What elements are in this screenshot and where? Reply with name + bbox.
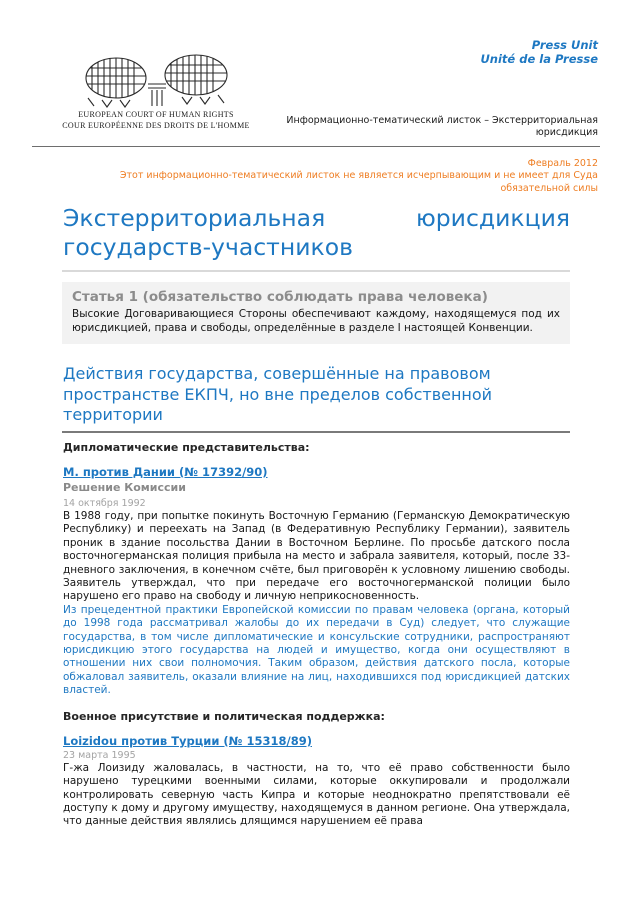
logo-caption-fr: COUR EUROPÉENNE DES DROITS DE L'HOMME xyxy=(62,120,250,130)
press-unit-line-en: Press Unit xyxy=(531,38,598,52)
case-facts-denmark: В 1988 году, при попытке покинуть Восточную Германию (Германскую Демократическую Республику) и переехать на Запад (в Федеративную Республику Германии), заявитель проник в здание посольства Дании в Восточном Берлине. По просьбе датского посла восточногерманская полиция прибыла на место и забрала заявителя, который, после 33-дневного заключения, в конечном счёте, был приговорён к условному лишению свободы. Заявитель утверждал, что при передаче его восточногерманской полиции было нарушено его право на свободу и личную неприкосновенность. xyxy=(63,510,570,603)
logo-caption-en: EUROPEAN COURT OF HUMAN RIGHTS xyxy=(78,110,234,119)
echr-building-icon xyxy=(54,54,258,110)
title-divider xyxy=(62,270,570,272)
case-content xyxy=(63,441,570,829)
category-heading-diplomatic: Дипломатические представительства: xyxy=(63,441,310,454)
decision-type-label: Решение Комиссии xyxy=(63,481,186,494)
case-commentary-denmark: Из прецедентной практики Европейской комиссии по правам человека (органа, который до 1998 года рассматривал жалобы до их передачи в Суд) следует, что служащие государства, в том числе дипломатические и консульские сотрудники, распространяют юрисдикцию этого государства на людей и имущество, когда они осуществляют в отношении них свои полномочия. Таким образом, действия датского посла, которые обжаловал заявитель, оказали влияние на лиц, находившихся под юрисдикцией датских властей. xyxy=(63,603,570,697)
case-link-loizidou[interactable]: Loizidou против Турции (№ 15318/89) xyxy=(63,733,312,748)
case-date-denmark: 14 октября 1992 xyxy=(63,498,146,509)
issue-date: Февраль 2012 xyxy=(527,158,598,169)
section-heading: Действия государства, совершённые на правовом пространстве ЕКПЧ, но вне пределов собственной территории xyxy=(63,364,493,424)
article-box-heading: Статья 1 (обязательство соблюдать права человека) xyxy=(72,289,488,305)
case-link-m-v-denmark[interactable]: М. против Дании (№ 17392/90) xyxy=(63,465,268,479)
category-heading-military: Военное присутствие и политическая поддержка: xyxy=(63,709,385,723)
echr-logo xyxy=(54,54,258,131)
press-unit-line-fr: Unité de la Presse xyxy=(480,52,598,66)
header-divider xyxy=(32,146,600,147)
case-date-loizidou: 23 марта 1995 xyxy=(63,749,136,761)
section-divider xyxy=(62,431,570,433)
page-title: Экстерриториальная юрисдикция государств-участников xyxy=(63,204,570,261)
article-quote-box xyxy=(62,282,570,344)
spacer xyxy=(63,698,570,710)
press-unit-label xyxy=(480,38,598,66)
notice-block xyxy=(68,158,598,195)
article-box-text: Высокие Договаривающиеся Стороны обеспечивают каждому, находящемуся под их юрисдикцией, права и свободы, определённые в разделе I настоящей Конвенции. xyxy=(72,308,560,334)
doc-subject: Информационно-тематический листок – Экстерриториальная юрисдикция xyxy=(286,115,598,138)
case-facts-loizidou: Г-жа Лоизиду жаловалась, в частности, на то, что её право собственности было нарушено турецкими военными силами, которые оккупировали и продолжали контролировать северную часть Кипра и которые неоднократно препятствовали её доступу к дому и другому имуществу, находящемуся в данном регионе. Она утверждала, что данные действия являлись длящимся нарушением её права xyxy=(63,761,570,828)
disclaimer-text: Этот информационно-тематический листок не является исчерпывающим и не имеет для Суда обязательной силы xyxy=(119,170,598,194)
